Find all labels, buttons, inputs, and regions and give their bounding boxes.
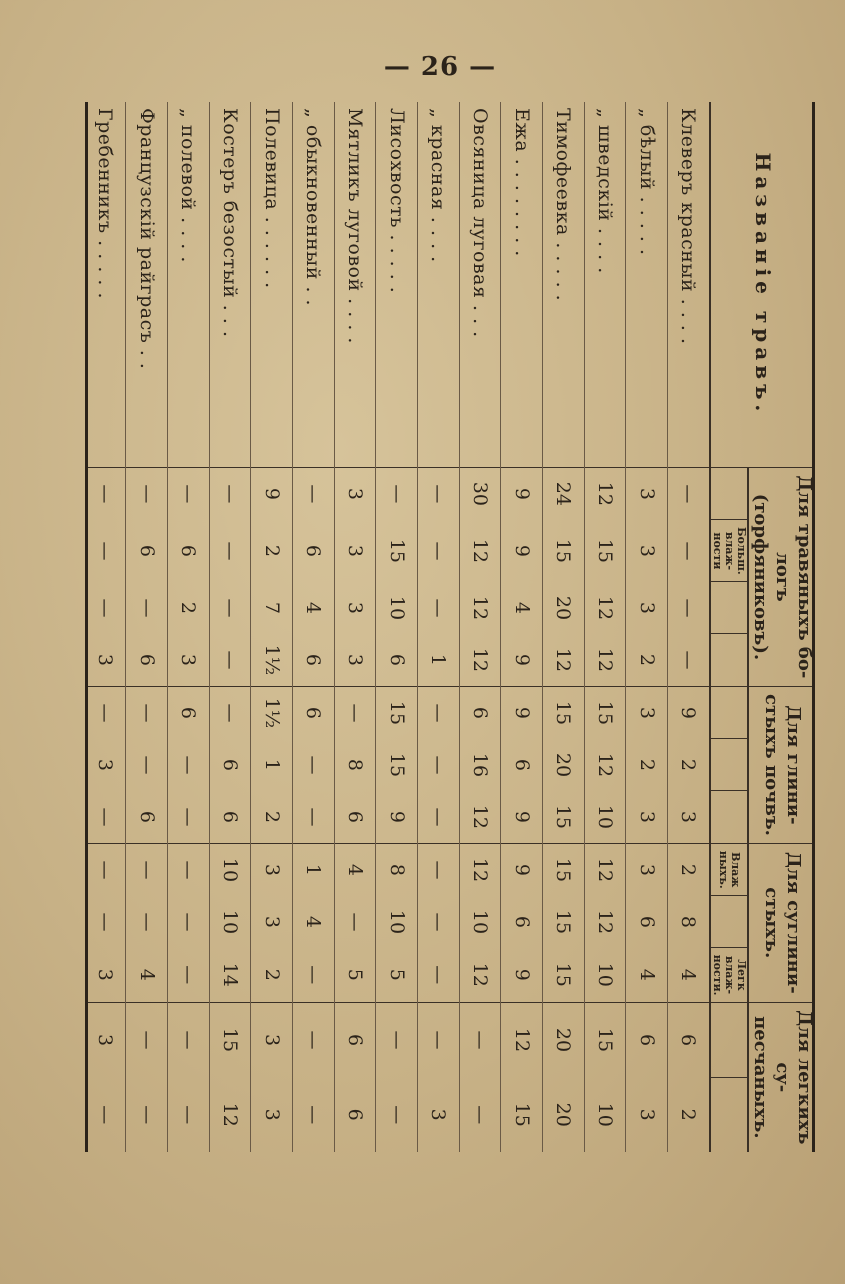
seed-rate-cell: 14 [209,948,251,1002]
seed-rate-cell: 9 [501,791,543,844]
seed-rate-cell: 15 [584,686,626,739]
seed-rate-cell: 6 [126,791,168,844]
seed-rate-cell: 30 [459,467,501,520]
seed-rate-cell: 6 [293,520,335,582]
seed-rate-cell: 3 [94,968,117,981]
seed-rate-cell: 1½ [251,686,293,739]
grass-name: Французскій райграсъ . . [126,102,168,467]
seed-rate-cell: 4 [626,948,668,1002]
seed-rate-cell: 15 [584,1002,626,1077]
seed-rate-cell: 12 [459,948,501,1002]
seed-rate-cell: 3 [626,520,668,582]
seed-rate-cell: — [126,1077,168,1152]
header-loam-soils: Для суглини-стыхъ. [748,843,815,1002]
seed-rate-cell: — [168,739,210,791]
seed-rate-cell: — [418,582,460,634]
grass-name: Тимофеевка . . . . . [542,102,584,467]
seed-rate-cell: 9 [501,520,543,582]
seed-rate-cell: 9 [667,686,710,739]
subheader-empty [710,582,748,634]
subheader-moist: Влаж ныхъ. [710,843,748,896]
seed-rate-cell: 3 [626,582,668,634]
seed-rate-cell: — [293,467,335,520]
seed-rate-cell: 1 [293,843,335,896]
seed-rate-cell: — [376,467,418,520]
seed-rate-cell: 6 [168,686,210,739]
seed-rate-cell: — [94,807,117,827]
subheader-empty [710,1002,748,1077]
grass-name: Гребенникъ . . . . . [94,108,117,300]
seed-rate-cell: 6 [126,520,168,582]
seed-rate-cell: 8 [334,739,376,791]
seed-rate-cell: 6 [334,791,376,844]
seed-rate-cell: 3 [626,791,668,844]
grass-name: Полевица . . . . . . [251,102,293,467]
seed-rate-cell: 3 [334,634,376,687]
seed-rate-cell: 15 [376,739,418,791]
subheader-high-moisture: Больш. влаж-ности [710,520,748,582]
seed-rate-cell: — [168,948,210,1002]
seed-rate-cell: 2 [251,791,293,844]
subheader-empty [710,1077,748,1152]
seed-rate-cell: — [209,467,251,520]
seed-rate-cell: 20 [542,1077,584,1152]
seed-rate-cell: 3 [626,843,668,896]
seed-rate-cell: — [126,1002,168,1077]
seed-rate-cell: 3 [334,520,376,582]
grass-seed-table [85,102,815,1152]
seed-rate-cell: 2 [667,1077,710,1152]
seed-rate-cell: 3 [94,758,117,771]
seed-rate-cell: 4 [334,843,376,896]
seed-rate-cell: 15 [542,948,584,1002]
table-row [168,102,210,1152]
seed-rate-cell: 12 [584,467,626,520]
table-row [584,102,626,1152]
seed-rate-cell: — [418,739,460,791]
seed-rate-cell: — [334,686,376,739]
seed-rate-cell: — [293,1002,335,1077]
seed-rate-cell: 9 [251,467,293,520]
seed-rate-cell: 3 [251,1002,293,1077]
seed-rate-cell: — [94,1105,117,1125]
header-clay-soils: Для глини-стыхъ почвъ. [748,686,815,843]
seed-rate-cell: 6 [626,1002,668,1077]
seed-rate-cell: 3 [251,1077,293,1152]
seed-rate-cell: 2 [667,739,710,791]
seed-rate-cell: — [85,686,126,739]
seed-rate-cell: — [168,791,210,844]
seed-rate-cell: — [459,1002,501,1077]
seed-rate-cell: 16 [459,739,501,791]
grass-name: „ полевой . . . . [168,102,210,467]
seed-rate-cell: 15 [542,843,584,896]
seed-rate-cell: 1½ [251,634,293,687]
seed-rate-cell: 12 [584,843,626,896]
grass-name: „ обыкновенный . . [293,102,335,467]
seed-rate-cell: 7 [251,582,293,634]
seed-rate-cell: — [376,1077,418,1152]
seed-rate-cell: 9 [501,634,543,687]
seed-rate-cell: 12 [584,634,626,687]
seed-rate-cell: — [168,1002,210,1077]
seed-rate-cell: 2 [667,843,710,896]
seed-rate-cell: — [85,467,126,520]
seed-rate-cell: 9 [501,843,543,896]
seed-rate-cell: — [418,896,460,948]
seed-rate-cell: 20 [542,739,584,791]
seed-rate-cell: — [168,843,210,896]
seed-rate-cell: 10 [584,1077,626,1152]
seed-rate-cell: 3 [251,896,293,948]
seed-rate-cell: 15 [542,686,584,739]
seed-rate-cell: 5 [376,948,418,1002]
table-row [376,102,418,1152]
seed-rate-cell: — [94,598,117,618]
seed-rate-cell: 6 [667,1002,710,1077]
seed-rate-cell: 10 [376,582,418,634]
seed-rate-cell: 3 [168,634,210,687]
seed-rate-cell: — [376,1002,418,1077]
subheader-empty [710,634,748,687]
seed-rate-cell: — [126,739,168,791]
seed-rate-cell: 3 [418,1077,460,1152]
seed-rate-cell: — [126,467,168,520]
seed-rate-cell: 12 [542,634,584,687]
seed-rate-cell: — [126,896,168,948]
seed-rate-cell: 15 [542,520,584,582]
seed-rate-cell: 2 [251,948,293,1002]
seed-rate-cell: 15 [376,686,418,739]
seed-rate-cell: — [667,520,710,582]
seed-rate-cell: — [293,1077,335,1152]
page-number: — 26 — [383,52,497,82]
seed-rate-cell: 10 [459,896,501,948]
seed-rate-cell: — [126,582,168,634]
seed-rate-cell: 6 [209,739,251,791]
seed-rate-cell: 6 [293,634,335,687]
seed-rate-cell: 9 [501,686,543,739]
seed-rate-cell: 3 [667,791,710,844]
seed-rate-cell: 3 [626,686,668,739]
seed-rate-cell: 24 [542,467,584,520]
seed-rate-table [85,102,815,1152]
seed-rate-cell: 12 [459,634,501,687]
seed-rate-cell: 3 [94,653,117,666]
table-row [667,102,710,1152]
seed-rate-cell: 6 [293,686,335,739]
seed-rate-cell: 12 [501,1002,543,1077]
seed-rate-cell: — [94,541,117,561]
seed-rate-cell: 15 [584,520,626,582]
seed-rate-cell: — [334,896,376,948]
grass-name: Костеръ безостый . . . [209,102,251,467]
table-row [251,102,293,1152]
seed-rate-cell: 6 [168,520,210,582]
seed-rate-cell: 12 [459,791,501,844]
seed-rate-cell: 2 [626,739,668,791]
seed-rate-cell: 15 [542,896,584,948]
table-row [418,102,460,1152]
seed-rate-cell: — [126,843,168,896]
seed-rate-cell: — [459,1077,501,1152]
seed-rate-cell: 12 [584,896,626,948]
seed-rate-cell: 20 [542,1002,584,1077]
seed-rate-cell: 12 [459,520,501,582]
table-row [126,102,168,1152]
seed-rate-cell: — [209,582,251,634]
seed-rate-cell: 3 [626,467,668,520]
grass-name: „ красная . . . . [418,102,460,467]
grass-name: Овсяница луговая . . . [459,102,501,467]
seed-rate-cell: 4 [501,582,543,634]
seed-rate-cell: 6 [626,896,668,948]
seed-rate-cell: 10 [584,791,626,844]
seed-rate-cell: 15 [542,791,584,844]
seed-rate-cell: 6 [209,791,251,844]
seed-rate-cell: 10 [376,896,418,948]
subheader-empty [710,686,748,739]
table-row [459,102,501,1152]
seed-rate-cell: 8 [376,843,418,896]
seed-rate-cell: — [293,791,335,844]
table-row [85,102,126,1152]
seed-rate-cell: 6 [126,634,168,687]
seed-rate-cell: — [667,467,710,520]
seed-rate-cell: — [667,634,710,687]
seed-rate-cell: 2 [626,634,668,687]
table-row [209,102,251,1152]
seed-rate-cell: — [418,1002,460,1077]
subheader-empty [710,896,748,948]
seed-rate-cell: 4 [667,948,710,1002]
seed-rate-cell: 6 [501,896,543,948]
seed-rate-cell: 3 [251,843,293,896]
seed-rate-cell: 4 [293,582,335,634]
seed-rate-cell: — [168,467,210,520]
header-peat-bogs: Для травяныхъ бо-логъ (торфяниковъ). [748,467,815,686]
grass-name: Клеверъ красный . . . . [667,102,710,467]
seed-rate-cell: — [418,791,460,844]
subheader-empty [710,791,748,844]
seed-rate-cell: 12 [459,582,501,634]
seed-rate-cell: 15 [501,1077,543,1152]
seed-rate-cell: 9 [501,467,543,520]
seed-rate-cell: 1 [418,634,460,687]
seed-rate-cell: 12 [584,582,626,634]
seed-rate-cell: 9 [376,791,418,844]
seed-rate-cell: — [85,843,126,896]
seed-rate-cell: 1 [251,739,293,791]
seed-rate-cell: 6 [501,739,543,791]
grass-name: Ежа . . . . . . . . [501,102,543,467]
seed-rate-cell: — [168,1077,210,1152]
seed-rate-cell: 3 [85,1002,126,1077]
seed-rate-cell: 15 [209,1002,251,1077]
seed-rate-cell: 3 [334,467,376,520]
seed-rate-cell: 12 [459,843,501,896]
seed-rate-cell: 6 [334,1077,376,1152]
seed-rate-cell: — [209,686,251,739]
seed-rate-cell: — [418,686,460,739]
subheader-light-moisture: Легк влаж-ности. [710,948,748,1002]
seed-rate-cell: 3 [626,1077,668,1152]
grass-name: Мятликъ луговой . . . . [334,102,376,467]
table-row [334,102,376,1152]
grass-name: „ бѣлый . . . . . [626,102,668,467]
seed-rate-cell: — [209,520,251,582]
seed-rate-cell: — [418,948,460,1002]
seed-rate-cell: 3 [334,582,376,634]
seed-rate-cell: 12 [209,1077,251,1152]
seed-rate-cell: 20 [542,582,584,634]
seed-rate-cell: 15 [376,520,418,582]
seed-rate-cell: 6 [376,634,418,687]
seed-rate-cell: 2 [168,582,210,634]
header-grass-name: Названіе травъ. [710,102,815,467]
seed-rate-cell: — [293,948,335,1002]
seed-rate-cell: — [168,896,210,948]
seed-rate-cell: 6 [334,1002,376,1077]
subheader-empty [710,467,748,520]
seed-rate-cell: 2 [251,520,293,582]
seed-rate-cell: — [209,634,251,687]
seed-rate-cell: 4 [126,948,168,1002]
seed-rate-cell: 12 [584,739,626,791]
header-sandy-soils: Для легкихъ су-песчаныхъ. [748,1002,815,1152]
seed-rate-cell: — [293,739,335,791]
seed-rate-cell: 10 [584,948,626,1002]
seed-rate-cell: 10 [209,896,251,948]
seed-rate-cell: 8 [667,896,710,948]
seed-rate-cell: — [126,686,168,739]
table-row [293,102,335,1152]
seed-rate-cell: 4 [293,896,335,948]
seed-rate-cell: — [418,467,460,520]
table-row [501,102,543,1152]
seed-rate-cell: — [667,582,710,634]
seed-rate-cell: 9 [501,948,543,1002]
table-row [542,102,584,1152]
seed-rate-cell: — [418,843,460,896]
seed-rate-cell: 6 [459,686,501,739]
seed-rate-cell: — [418,520,460,582]
seed-rate-cell: 5 [334,948,376,1002]
grass-name: Лисохвость . . . . . [376,102,418,467]
grass-name: „ шведскій . . . . [584,102,626,467]
subheader-empty [710,739,748,791]
seed-rate-cell: 10 [209,843,251,896]
table-row [626,102,668,1152]
seed-rate-cell: — [94,912,117,932]
